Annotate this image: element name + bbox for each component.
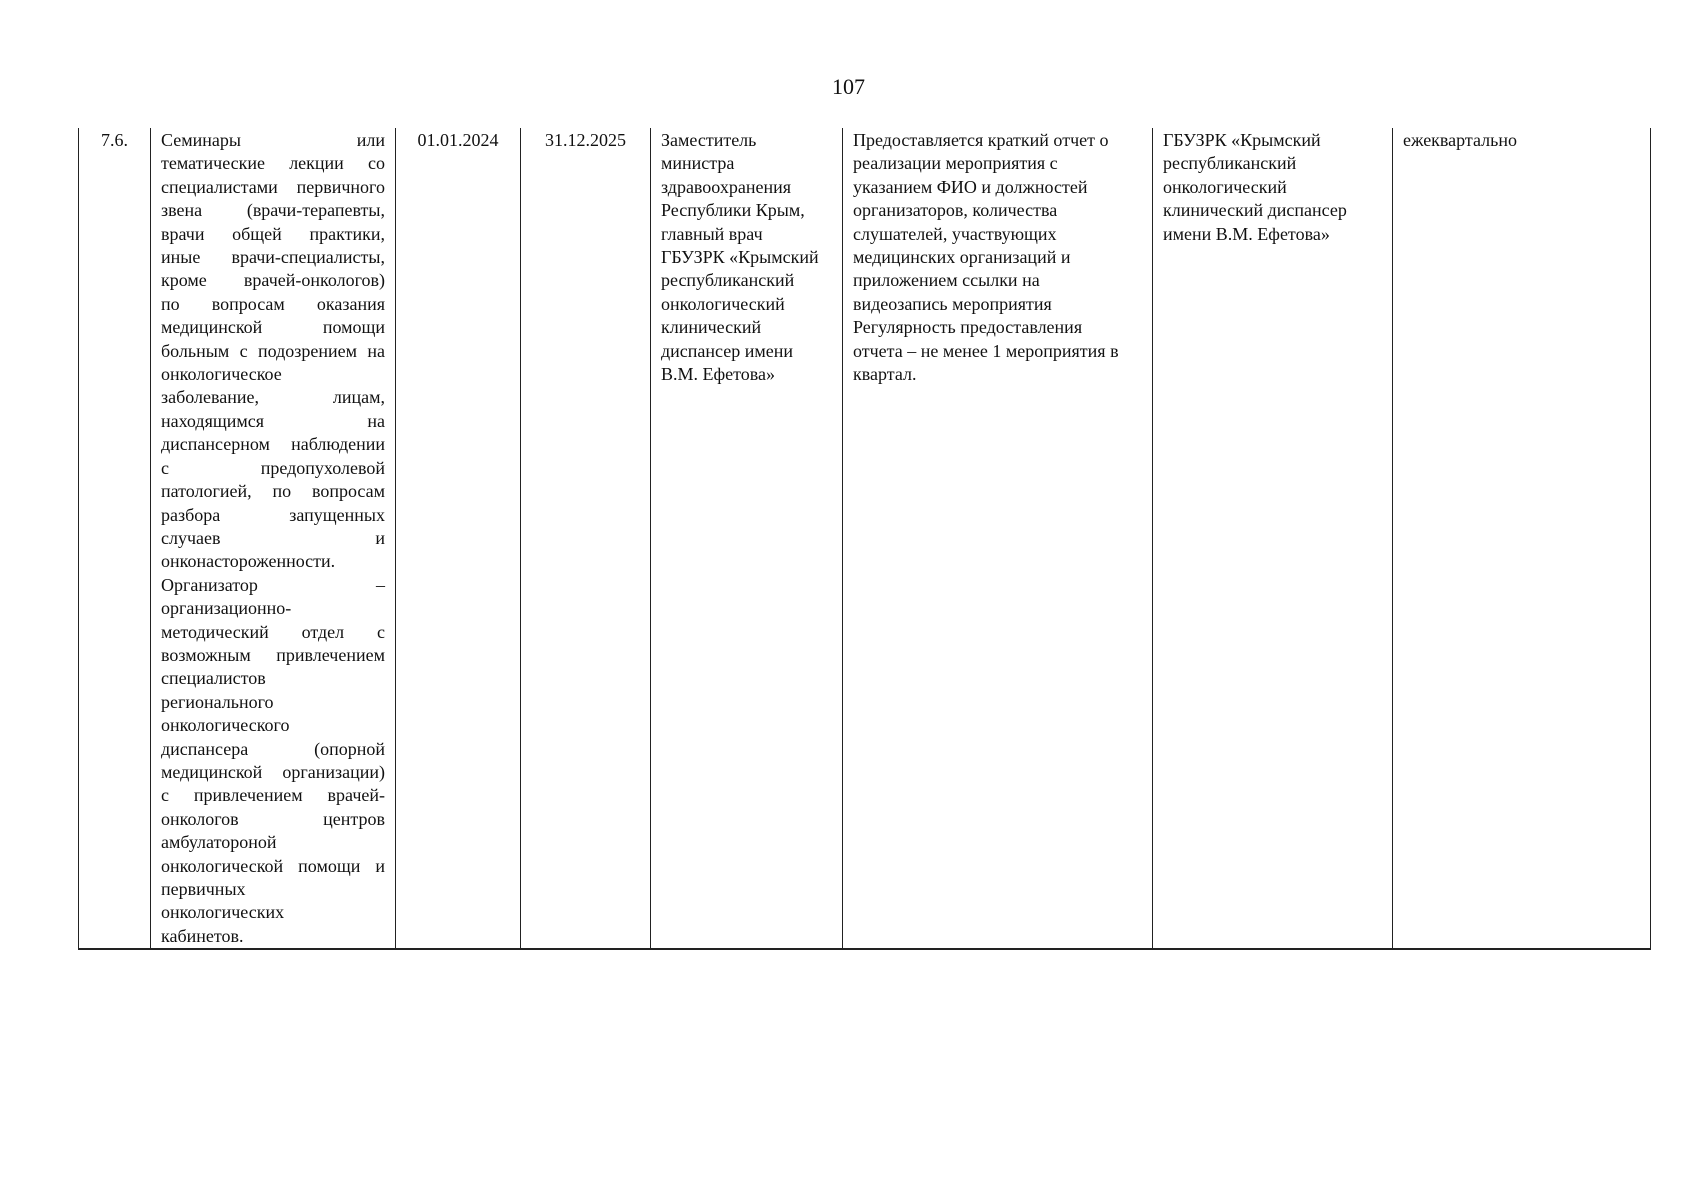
description-cell bbox=[151, 128, 396, 949]
text-line: диспансерном наблюдении bbox=[161, 434, 385, 455]
text-line: иные врачи-специалисты, bbox=[161, 247, 385, 268]
text-line: слушателей, участвующих bbox=[853, 223, 1057, 244]
text-line: В.М. Ефетова» bbox=[661, 364, 776, 385]
end-date: 31.12.2025 bbox=[545, 130, 626, 150]
text-line: возможным привлечением bbox=[161, 644, 385, 665]
text-line: случаев и bbox=[161, 527, 385, 548]
text-line: Регулярность предоставления bbox=[853, 317, 1083, 338]
plan-table bbox=[78, 128, 1651, 950]
text-line: кроме врачей-онкологов) bbox=[161, 270, 385, 291]
start-date-cell bbox=[396, 128, 521, 949]
executor-cell bbox=[1153, 128, 1393, 949]
text-line: по вопросам оказания bbox=[161, 293, 385, 314]
text-line: с привлечением врачей- bbox=[161, 785, 385, 806]
result-text bbox=[853, 129, 1142, 386]
text-line: ГБУЗРК «Крымский bbox=[661, 247, 819, 268]
row-number: 7.6. bbox=[101, 130, 128, 150]
text-line: квартал. bbox=[853, 364, 917, 385]
text-line: ГБУЗРК «Крымский bbox=[1163, 130, 1321, 150]
frequency-cell bbox=[1393, 128, 1651, 949]
text-line: реализации мероприятия с bbox=[853, 153, 1058, 174]
text-line: Семинары или bbox=[161, 130, 385, 150]
text-line: диспансер имени bbox=[661, 340, 794, 361]
table-row bbox=[79, 128, 1651, 949]
text-line: методический отдел с bbox=[161, 621, 385, 642]
text-line: Предоставляется краткий отчет о bbox=[853, 130, 1109, 150]
text-line: медицинской организации) bbox=[161, 761, 385, 782]
text-line: главный врач bbox=[661, 223, 763, 244]
text-line: онконастороженности. bbox=[161, 551, 336, 572]
text-line: онкологического bbox=[161, 715, 290, 736]
text-line: клинический диспансер bbox=[1163, 200, 1347, 221]
frequency: ежеквартально bbox=[1403, 130, 1517, 150]
text-line: онкологов центров bbox=[161, 808, 385, 829]
text-line: больным с подозрением на bbox=[161, 340, 385, 361]
text-line: клинический bbox=[661, 317, 762, 338]
text-line: специалистами первичного bbox=[161, 176, 385, 197]
text-line: онкологической помощи и bbox=[161, 855, 385, 876]
text-line: Заместитель bbox=[661, 130, 757, 150]
text-line: республиканский bbox=[1163, 153, 1297, 174]
text-line: указанием ФИО и должностей bbox=[853, 176, 1088, 197]
text-line: онкологический bbox=[661, 293, 785, 314]
text-line: амбулатороной bbox=[161, 832, 277, 853]
text-line: медицинской помощи bbox=[161, 317, 385, 338]
page-number: 107 bbox=[832, 74, 865, 99]
text-line: тематические лекции со bbox=[161, 153, 385, 174]
text-line: врачи общей практики, bbox=[161, 223, 385, 244]
text-line: находящимся на bbox=[161, 410, 385, 431]
text-line: кабинетов. bbox=[161, 925, 244, 946]
text-line: медицинских организаций и bbox=[853, 247, 1071, 268]
row-number-cell bbox=[79, 128, 151, 949]
text-line: звена (врачи-терапевты, bbox=[161, 200, 385, 221]
text-line: патологией, по вопросам bbox=[161, 481, 385, 502]
executor-text bbox=[1163, 129, 1382, 246]
text-line: онкологическое bbox=[161, 364, 282, 385]
text-line: здравоохранения bbox=[661, 176, 792, 197]
text-line: регионального bbox=[161, 691, 274, 712]
text-line: приложением ссылки на bbox=[853, 270, 1040, 291]
text-line: видеозапись мероприятия bbox=[853, 293, 1052, 314]
result-cell bbox=[843, 128, 1153, 949]
text-line: онкологических bbox=[161, 902, 285, 923]
description-text bbox=[161, 129, 385, 948]
text-line: разбора запущенных bbox=[161, 504, 385, 525]
responsible-text bbox=[661, 129, 832, 386]
text-line: министра bbox=[661, 153, 735, 174]
text-line: Организатор – bbox=[161, 574, 385, 595]
text-line: Республики Крым, bbox=[661, 200, 805, 221]
text-line: республиканский bbox=[661, 270, 795, 291]
text-line: онкологический bbox=[1163, 176, 1287, 197]
text-line: организационно- bbox=[161, 598, 292, 619]
start-date: 01.01.2024 bbox=[417, 130, 499, 150]
responsible-cell bbox=[651, 128, 843, 949]
text-line: первичных bbox=[161, 879, 246, 899]
text-line: заболевание, лицам, bbox=[161, 387, 385, 408]
text-line: организаторов, количества bbox=[853, 200, 1058, 221]
text-line: имени В.М. Ефетова» bbox=[1163, 223, 1330, 244]
text-line: диспансера (опорной bbox=[161, 738, 385, 759]
end-date-cell bbox=[521, 128, 651, 949]
text-line: с предопухолевой bbox=[161, 457, 385, 478]
text-line: специалистов bbox=[161, 668, 266, 689]
text-line: отчета – не менее 1 мероприятия в bbox=[853, 340, 1119, 361]
